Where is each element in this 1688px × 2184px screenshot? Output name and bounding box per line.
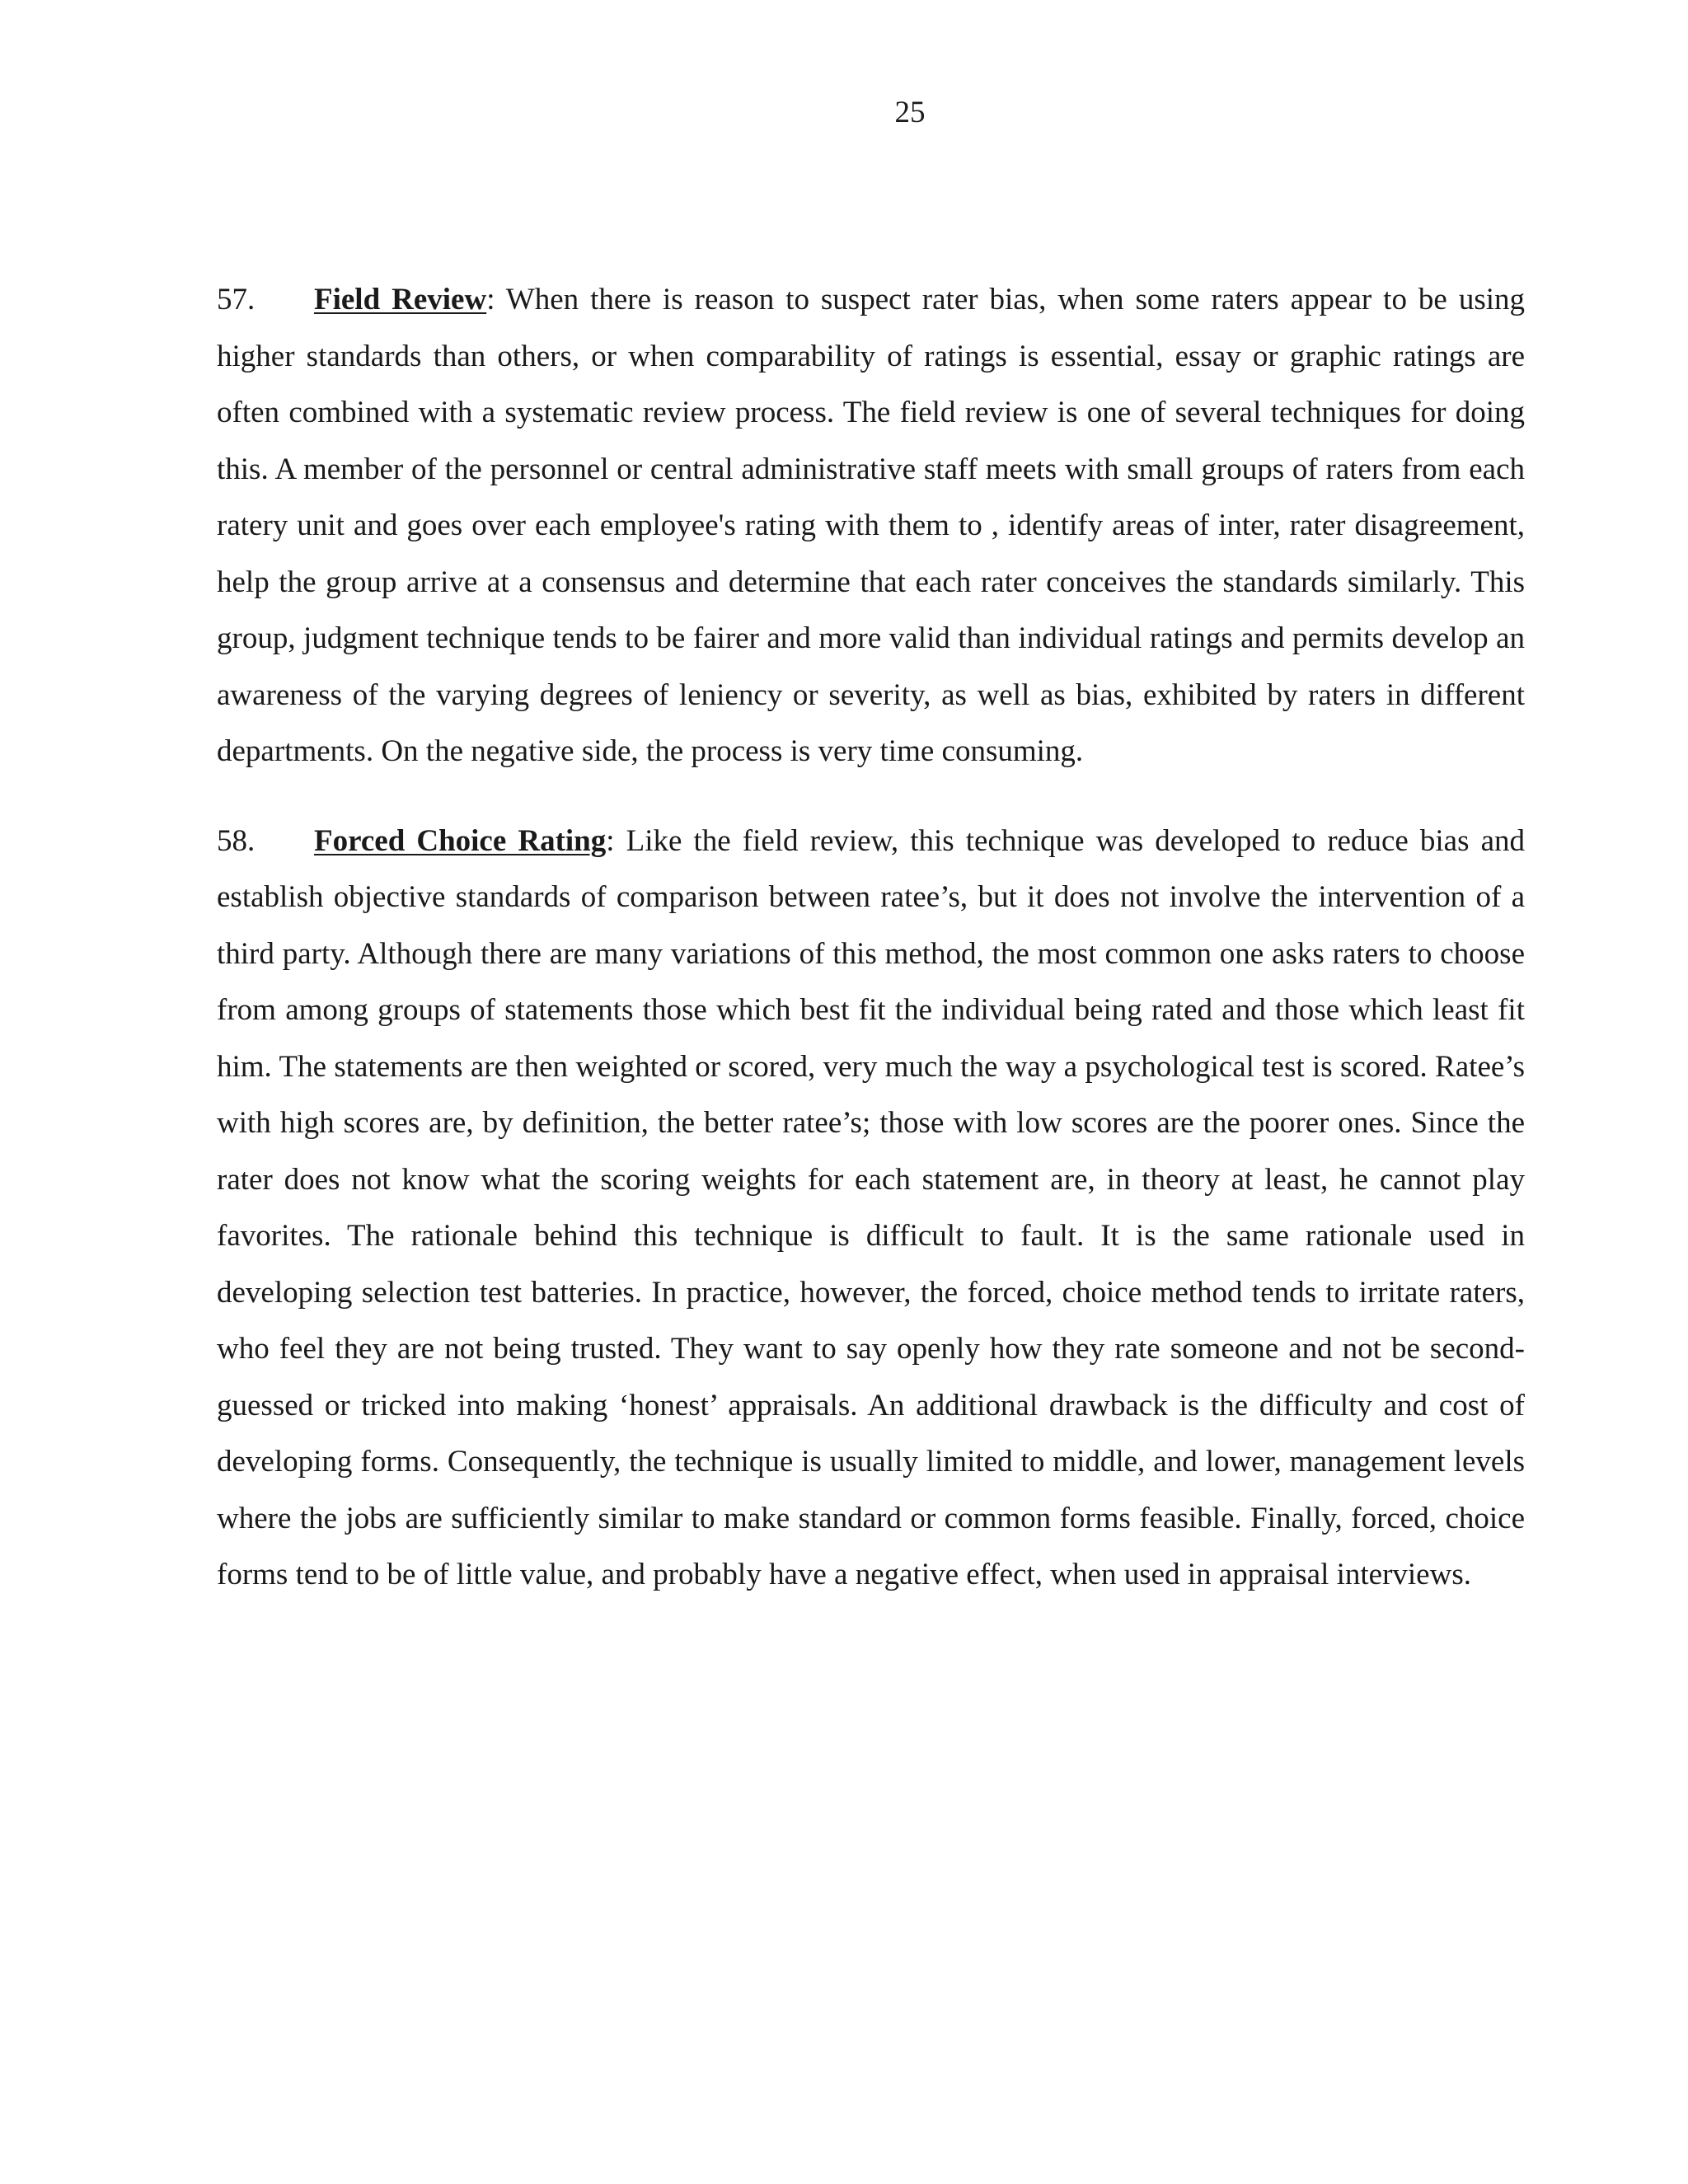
page-number: 25 [894, 96, 926, 129]
paragraph-heading: Forced Choice Rating [314, 823, 607, 858]
paragraph-number: 57. [217, 283, 256, 316]
paragraph-58 [217, 813, 1525, 1604]
paragraph-heading: Field Review [314, 283, 487, 316]
document-body [217, 272, 1525, 1637]
paragraph-57 [217, 272, 1525, 780]
paragraph-text: : When there is reason to suspect rater bias, when some raters appear to be using higher standards than others, or when comparability of ratings is essential, essay or graphic ratings are often combined with a systematic review process. The field review is one of several techniques for doing this. A member of the personnel or central administrative staff meets with small groups of raters from each ratery unit and goes over each employee's rating with them to , identify areas of inter, rater disagreement, help the group arrive at a consensus and determine that each rater conceives the standards similarly. This group, judgment technique tends to be fairer and more valid than individual ratings and permits develop an awareness of the varying degrees of leniency or severity, as well as bias, exhibited by raters in different departments. On the negative side, the process is very time consuming. [217, 283, 1525, 768]
paragraph-text: : Like the field review, this technique was developed to reduce bias and establish objective standards of comparison between ratee’s, but it does not involve the intervention of a third party. Although there are many variations of this method, the most common one asks raters to choose from among groups of statements those which best fit the individual being rated and those which least fit him. The statements are then weighted or scored, very much the way a psychological test is scored. Ratee’s with high scores are, by definition, the better ratee’s; those with low scores are the poorer ones. Since the rater does not know what the scoring weights for each statement are, in theory at least, he cannot play favorites. The rationale behind this technique is difficult to fault. It is the same rationale used in developing selection test batteries. In practice, however, the forced, choice method tends to irritate raters, who feel they are not being trusted. They want to say openly how they rate someone and not be second-guessed or tricked into making ‘honest’ appraisals. An additional drawback is the difficulty and cost of developing forms. Consequently, the technique is usually limited to middle, and lower, management levels where the jobs are sufficiently similar to make standard or common forms feasible. Finally, forced, choice forms tend to be of little value, and probably have a negative effect, when used in appraisal interviews. [217, 823, 1525, 1591]
paragraph-number: 58. [217, 823, 256, 858]
